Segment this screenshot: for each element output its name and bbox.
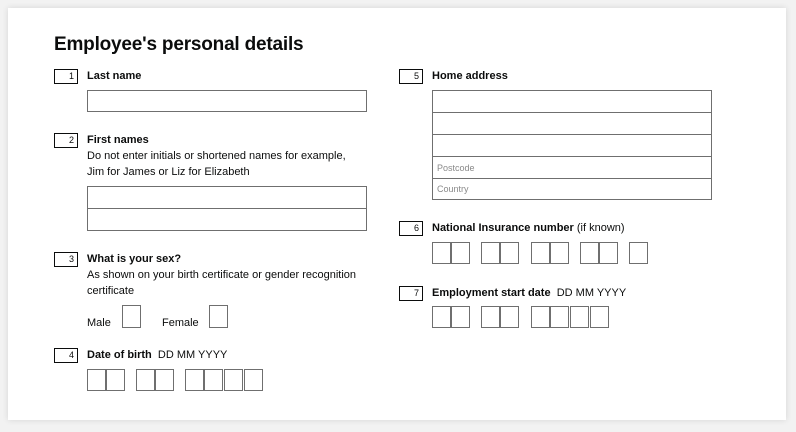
address-line-2-field[interactable] <box>432 112 712 135</box>
address-line-1-input[interactable] <box>433 91 711 112</box>
question-number-5: 5 <box>399 69 423 84</box>
address-line-2-input[interactable] <box>433 113 711 134</box>
male-label: Male <box>87 317 111 329</box>
ni-char-5[interactable] <box>531 242 550 264</box>
question-number-4: 4 <box>54 348 78 363</box>
question-number-2: 2 <box>54 133 78 148</box>
dob-day-digit-2[interactable] <box>106 369 125 391</box>
first-names-field-1[interactable] <box>87 186 367 209</box>
ni-number-label: National Insurance number (if known) <box>432 222 625 234</box>
first-names-hint-line-1: Do not enter initials or shortened names for example, <box>87 150 346 162</box>
address-line-3-input[interactable] <box>433 135 711 156</box>
employment-start-date-format: DD MM YYYY <box>556 287 627 299</box>
start-year-digit-4[interactable] <box>590 306 609 328</box>
start-day-digit-2[interactable] <box>451 306 470 328</box>
dob-month-digit-1[interactable] <box>136 369 155 391</box>
start-year-digit-2[interactable] <box>550 306 569 328</box>
sex-hint-line-2: certificate <box>87 285 135 297</box>
start-year-digit-3[interactable] <box>570 306 589 328</box>
question-number-6: 6 <box>399 221 423 236</box>
dob-year-digit-1[interactable] <box>185 369 204 391</box>
start-day-digit-1[interactable] <box>432 306 451 328</box>
postcode-input[interactable] <box>433 157 711 178</box>
sex-hint-line-1: As shown on your birth certificate or gender recognition <box>87 269 357 281</box>
ni-char-3[interactable] <box>481 242 500 264</box>
first-names-input-2[interactable] <box>88 209 366 230</box>
dob-month-digit-2[interactable] <box>155 369 174 391</box>
date-of-birth-label: Date of birth DD MM YYYY <box>87 349 228 361</box>
first-names-hint-line-2: Jim for James or Liz for Elizabeth <box>87 166 250 178</box>
last-name-input[interactable] <box>88 91 366 111</box>
ni-char-9[interactable] <box>629 242 648 264</box>
ni-char-2[interactable] <box>451 242 470 264</box>
start-month-digit-1[interactable] <box>481 306 500 328</box>
dob-year-digit-2[interactable] <box>204 369 223 391</box>
home-address-label: Home address <box>432 70 508 82</box>
ni-number-suffix: (if known) <box>576 222 625 234</box>
first-names-label: First names <box>87 134 149 146</box>
first-names-input-1[interactable] <box>88 187 366 208</box>
start-year-digit-1[interactable] <box>531 306 550 328</box>
address-line-3-field[interactable] <box>432 134 712 157</box>
address-line-1-field[interactable] <box>432 90 712 113</box>
postcode-field[interactable] <box>432 156 712 179</box>
ni-char-7[interactable] <box>580 242 599 264</box>
ni-char-1[interactable] <box>432 242 451 264</box>
dob-year-digit-4[interactable] <box>244 369 263 391</box>
question-number-3: 3 <box>54 252 78 267</box>
female-label: Female <box>162 317 199 329</box>
page-title: Employee's personal details <box>54 34 304 55</box>
last-name-label: Last name <box>87 70 142 82</box>
female-checkbox[interactable] <box>209 305 228 328</box>
dob-day-digit-1[interactable] <box>87 369 106 391</box>
ni-char-6[interactable] <box>550 242 569 264</box>
employment-start-date-label: Employment start date DD MM YYYY <box>432 287 627 299</box>
start-month-digit-2[interactable] <box>500 306 519 328</box>
first-names-field-2[interactable] <box>87 208 367 231</box>
question-number-1: 1 <box>54 69 78 84</box>
question-number-7: 7 <box>399 286 423 301</box>
last-name-field[interactable] <box>87 90 367 112</box>
dob-year-digit-3[interactable] <box>224 369 243 391</box>
date-of-birth-format: DD MM YYYY <box>157 349 228 361</box>
country-input[interactable] <box>433 179 711 199</box>
ni-char-4[interactable] <box>500 242 519 264</box>
male-checkbox[interactable] <box>122 305 141 328</box>
sex-label: What is your sex? <box>87 253 182 265</box>
ni-char-8[interactable] <box>599 242 618 264</box>
country-field[interactable] <box>432 178 712 200</box>
